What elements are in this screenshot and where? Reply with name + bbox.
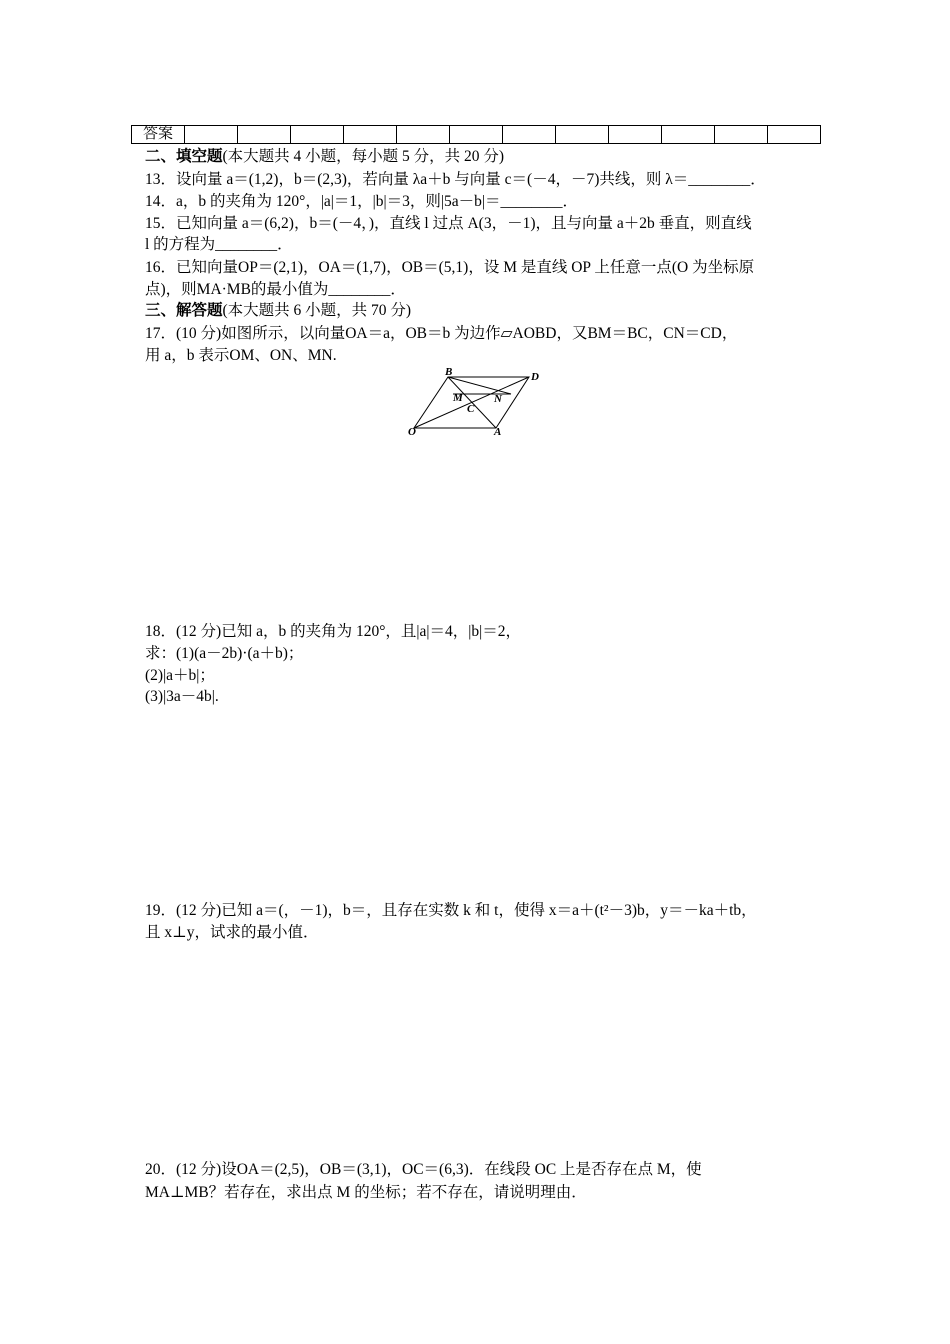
label-c: C	[467, 403, 475, 415]
answer-cell[interactable]	[397, 126, 450, 144]
question-17-line2: 用 a，b 表示OM、ON、MN.	[145, 347, 337, 364]
question-15-line2: l 的方程为________．	[145, 236, 293, 253]
section3-note: (本大题共 6 小题，共 70 分)	[222, 302, 412, 319]
answer-cell[interactable]	[238, 126, 291, 144]
question-16-line1: 16．已知向量OP＝(2,1)，OA＝(1,7)，OB＝(5,1)，设 M 是直线 OP 上任意一点(O 为坐标原	[145, 259, 755, 276]
parallelogram-figure	[405, 364, 545, 440]
answer-cell[interactable]	[715, 126, 768, 144]
answer-table	[131, 125, 821, 144]
question-18-line2: 求：(1)(a－2b)·(a＋b)；	[145, 645, 304, 662]
label-o: O	[408, 426, 416, 438]
answer-cell[interactable]	[503, 126, 556, 144]
label-a: A	[494, 426, 502, 438]
question-20-line2: MA⊥MB？若存在，求出点 M 的坐标；若不存在，请说明理由．	[145, 1184, 587, 1201]
answer-cell[interactable]	[609, 126, 662, 144]
answer-cell[interactable]	[185, 126, 238, 144]
question-18-line3: (2)|a＋b|；	[145, 667, 215, 684]
section3-header	[145, 300, 411, 321]
label-d: D	[531, 371, 539, 383]
question-19-line1: 19．(12 分)已知 a＝(，－1)，b＝，且存在实数 k 和 t，使得 x＝a＋(t²－3)b，y＝－ka＋tb，	[145, 902, 757, 919]
question-20-line1: 20．(12 分)设OA＝(2,5)，OB＝(3,1)，OC＝(6,3)．在线段 OC 上是否存在点 M，使	[145, 1161, 702, 1178]
answer-cell[interactable]	[556, 126, 609, 144]
question-17-line1: 17．(10 分)如图所示，以向量OA＝a，OB＝b 为边作▱AOBD，又BM＝BC，CN＝CD，	[145, 325, 738, 342]
label-n: N	[494, 393, 502, 405]
answer-table-label: 答案	[132, 126, 185, 144]
answer-cell[interactable]	[291, 126, 344, 144]
label-b: B	[445, 366, 453, 378]
section2-note: (本大题共 4 小题，每小题 5 分，共 20 分)	[222, 148, 505, 165]
section2-heading: 二、填空题	[145, 148, 223, 165]
question-15-line1: 15．已知向量 a＝(6,2)，b＝(－4，)，直线 l 过点 A(3，－1)，且与向量 a＋2b 垂直，则直线	[145, 215, 752, 232]
question-19-line2: 且 x⊥y，试求的最小值．	[145, 924, 319, 941]
question-13: 13．设向量 a＝(1,2)，b＝(2,3)，若向量 λa＋b 与向量 c＝(－4，－7)共线，则 λ＝________．	[145, 171, 766, 188]
answer-cell[interactable]	[344, 126, 397, 144]
question-14: 14．a，b 的夹角为 120°，|a|＝1，|b|＝3，则|5a－b|＝________．	[145, 193, 578, 210]
question-18-line1: 18．(12 分)已知 a，b 的夹角为 120°，且|a|＝4，|b|＝2，	[145, 623, 521, 640]
question-16-line2: 点)，则MA·MB的最小值为________．	[145, 281, 406, 298]
section2-header	[145, 146, 504, 167]
section3-heading: 三、解答题	[145, 302, 223, 319]
answer-cell[interactable]	[662, 126, 715, 144]
answer-cell[interactable]	[450, 126, 503, 144]
answer-cell[interactable]	[768, 126, 821, 144]
label-m: M	[453, 392, 463, 404]
question-18-line4: (3)|3a－4b|.	[145, 688, 219, 705]
